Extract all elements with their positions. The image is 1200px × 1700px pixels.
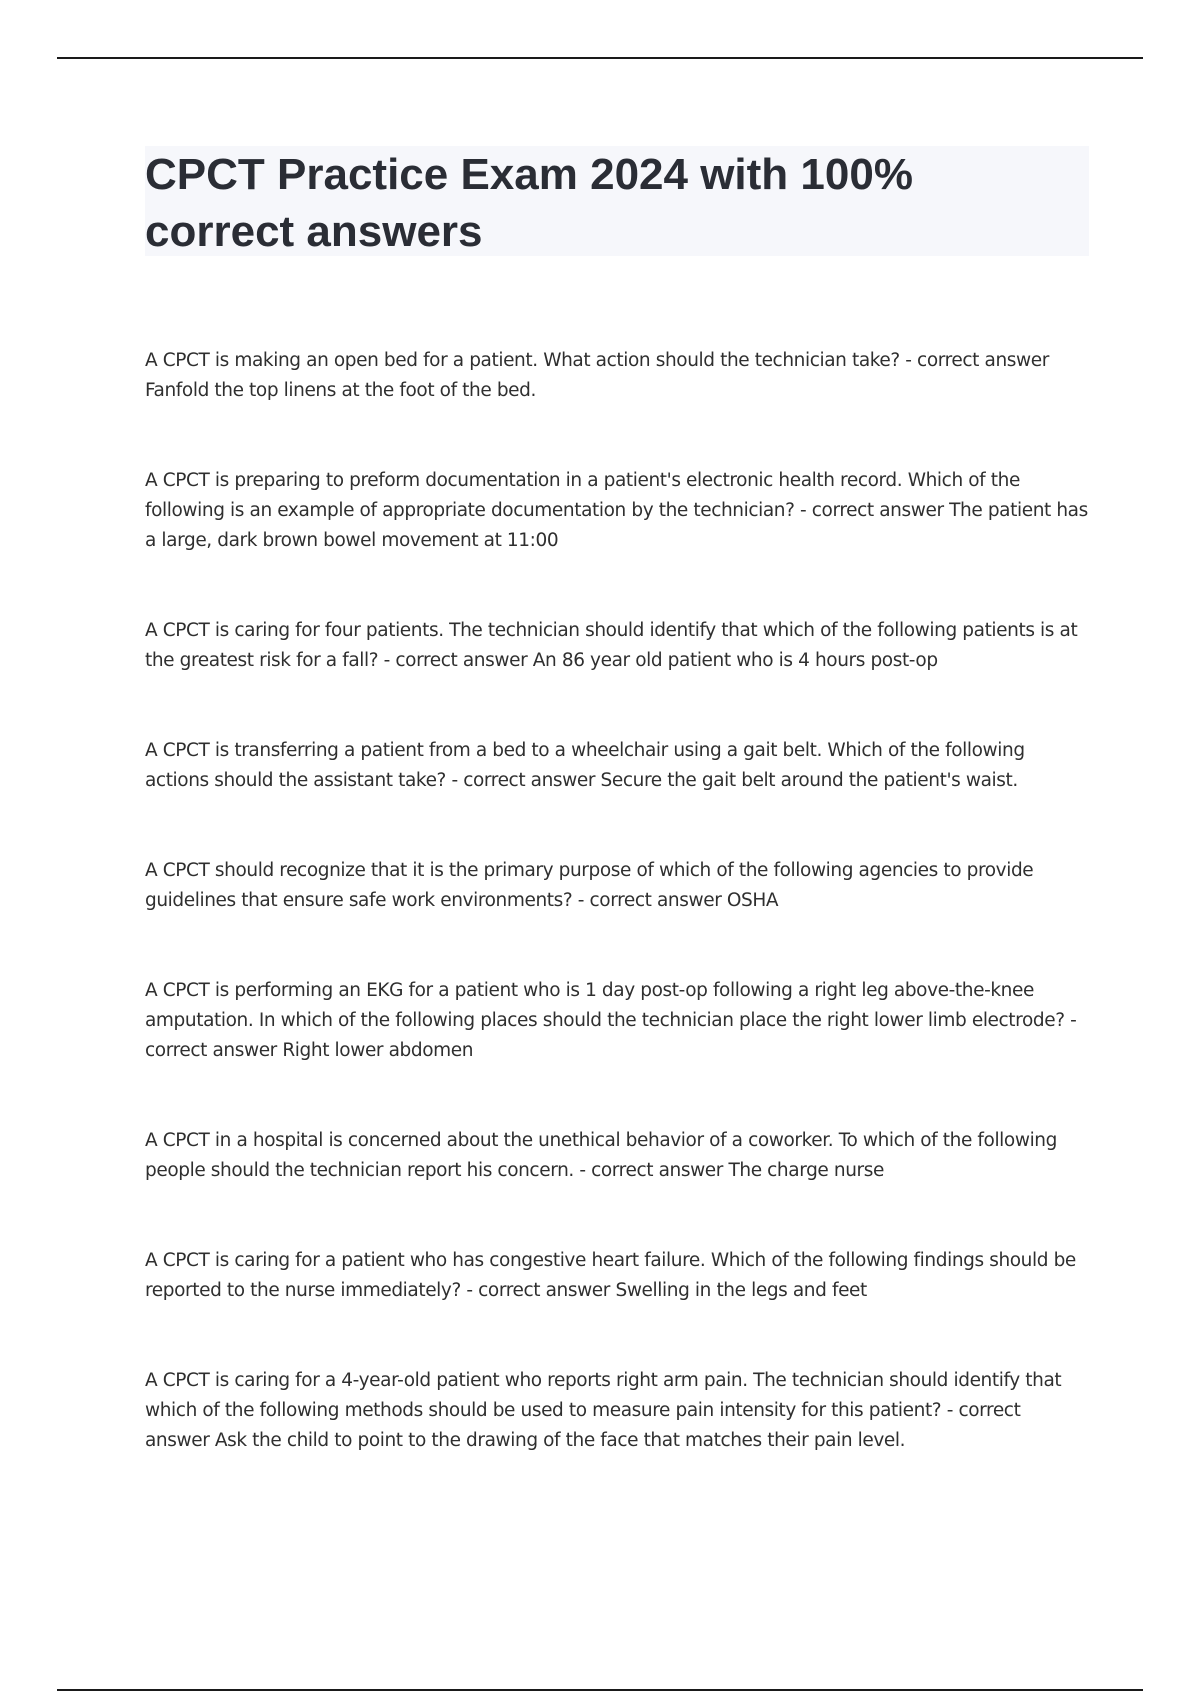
title-block (145, 146, 1089, 256)
qa-item: A CPCT is performing an EKG for a patient who is 1 day post-op following a right leg above-the-knee amputation. In which of the following places should the technician place the right lower limb electrode? - correct answer Right lower abdomen (145, 980, 1077, 1061)
qa-item: A CPCT should recognize that it is the primary purpose of which of the following agencies to provide guidelines that ensure safe work environments? - correct answer OSHA (145, 860, 1034, 911)
footer-rule (57, 1689, 1143, 1691)
qa-item: A CPCT is transferring a patient from a bed to a wheelchair using a gait belt. Which of the following actions should the assistant take? - correct answer Secure the gait belt around the patient's waist. (145, 740, 1025, 791)
qa-item: A CPCT is caring for a patient who has congestive heart failure. Which of the following findings should be reported to the nurse immediately? - correct answer Swelling in the legs and feet (145, 1250, 1076, 1301)
qa-item: A CPCT in a hospital is concerned about the unethical behavior of a coworker. To which of the following people should the technician report his concern. - correct answer The charge nurse (145, 1130, 1057, 1181)
qa-item: A CPCT is caring for four patients. The technician should identify that which of the following patients is at the greatest risk for a fall? - correct answer An 86 year old patient who is 4 hours post-op (145, 620, 1078, 671)
qa-list (145, 346, 1090, 1456)
qa-item: A CPCT is preparing to preform documentation in a patient's electronic health record. Which of the following is an example of appropriate documentation by the technician? - correct answer The patient has a large, dark brown bowel movement at 11:00 (145, 470, 1088, 551)
header-rule (57, 57, 1143, 59)
document-title: CPCT Practice Exam 2024 with 100% correct answers (145, 150, 913, 256)
qa-item: A CPCT is caring for a 4-year-old patient who reports right arm pain. The technician should identify that which of the following methods should be used to measure pain intensity for this patient? - correct answer Ask the child to point to the drawing of the face that matches their pain level. (145, 1370, 1062, 1451)
qa-item: A CPCT is making an open bed for a patient. What action should the technician take? - correct answer Fanfold the top linens at the foot of the bed. (145, 350, 1049, 401)
